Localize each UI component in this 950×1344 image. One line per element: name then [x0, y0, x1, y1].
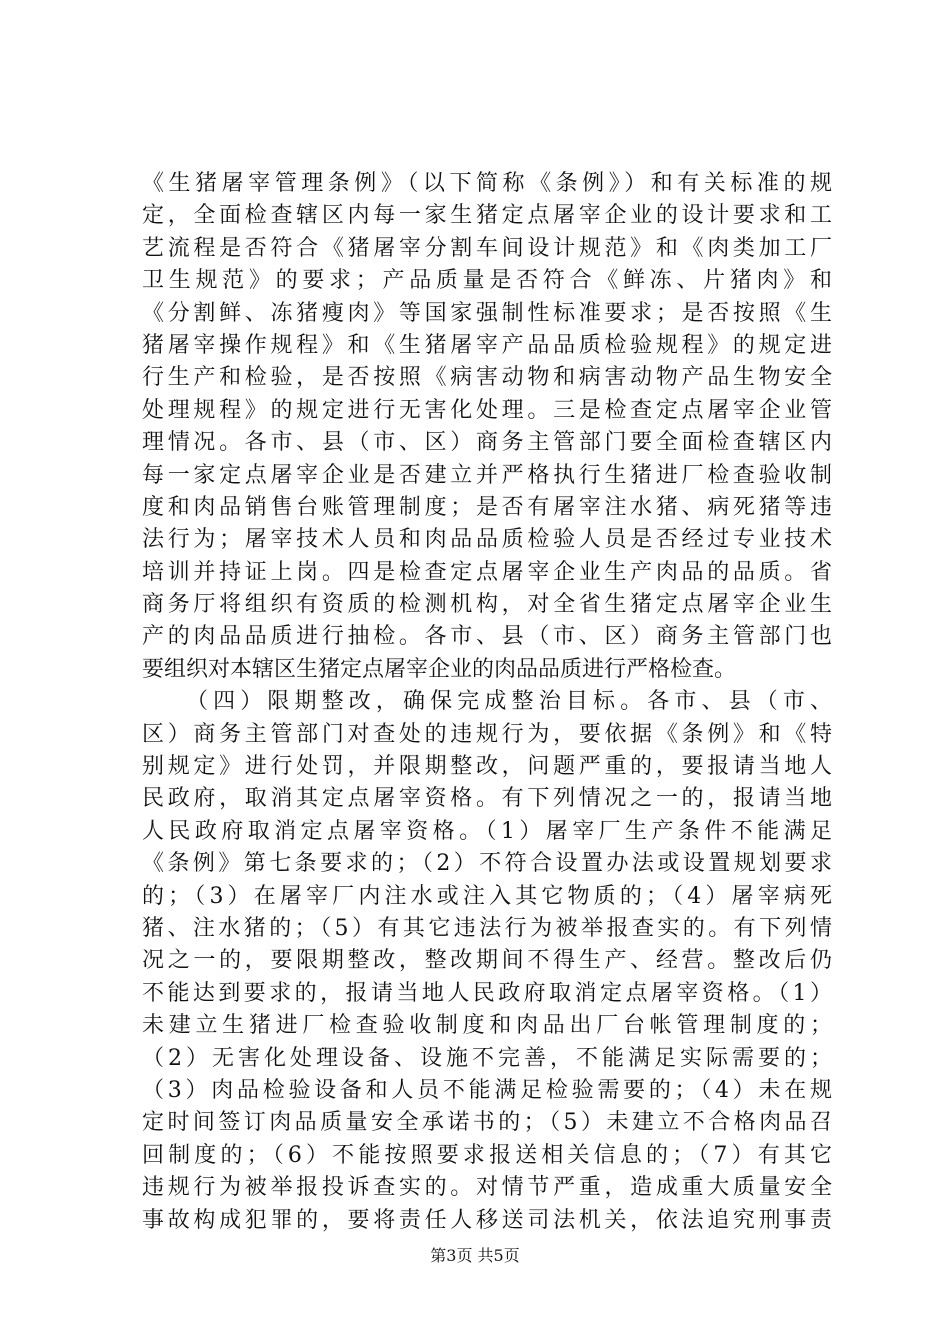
text-line: 不能达到要求的，报请当地人民政府取消定点屠宰资格。（1） [142, 980, 832, 1006]
text-line: 《条例》第七条要求的；（2）不符合设置办法或设置规划要求 [142, 851, 832, 877]
text-line: 卫生规范》的要求；产品质量是否符合《鲜冻、片猪肉》和 [142, 268, 832, 294]
text-line: 事故构成犯罪的，要将责任人移送司法机关，依法追究刑事责 [142, 1207, 832, 1233]
text-line: （2）无害化处理设备、设施不完善，不能满足实际需要的； [142, 1045, 832, 1071]
text-line: 违规行为被举报投诉查实的。对情节严重，造成重大质量安全 [142, 1175, 832, 1201]
text-line: 处理规程》的规定进行无害化处理。三是检查定点屠宰企业管 [142, 397, 832, 423]
text-line: 每一家定点屠宰企业是否建立并严格执行生猪进厂检查验收制 [142, 462, 832, 488]
text-line: 要组织对本辖区生猪定点屠宰企业的肉品品质进行严格检查。 [142, 656, 737, 682]
text-line: 理情况。各市、县（市、区）商务主管部门要全面检查辖区内 [142, 430, 832, 456]
text-line: 况之一的，要限期整改，整改期间不得生产、经营。整改后仍 [142, 948, 832, 974]
text-line: 《生猪屠宰管理条例》（以下简称《条例》）和有关标准的规 [142, 171, 832, 196]
text-line: 培训并持证上岗。四是检查定点屠宰企业生产肉品的品质。省 [142, 559, 832, 585]
text-line: 的；（3）在屠宰厂内注水或注入其它物质的；（4）屠宰病死 [142, 883, 832, 909]
text-line: 人民政府取消定点屠宰资格。（1）屠宰厂生产条件不能满足 [142, 818, 832, 844]
text-line: 猪屠宰操作规程》和《生猪屠宰产品品质检验规程》的规定进 [142, 332, 832, 358]
text-line: 定，全面检查辖区内每一家生猪定点屠宰企业的设计要求和工 [142, 203, 832, 229]
body-text [142, 168, 832, 1237]
text-line: 《分割鲜、冻猪瘦肉》等国家强制性标准要求；是否按照《生 [142, 300, 832, 326]
page-number-footer: 第3页 共5页 [430, 1246, 520, 1265]
text-line: 度和肉品销售台账管理制度；是否有屠宰注水猪、病死猪等违 [142, 494, 832, 520]
text-line: 猪、注水猪的；（5）有其它违法行为被举报查实的。有下列情 [142, 915, 832, 941]
text-line: （3）肉品检验设备和人员不能满足检验需要的；（4）未在规 [142, 1077, 832, 1103]
text-line: 区）商务主管部门对查处的违规行为，要依据《条例》和《特 [142, 721, 832, 747]
text-line: 行生产和检验，是否按照《病害动物和病害动物产品生物安全 [142, 365, 832, 391]
text-line: 民政府，取消其定点屠宰资格。有下列情况之一的，报请当地 [142, 786, 832, 812]
text-line: 未建立生猪进厂检查验收制度和肉品出厂台帐管理制度的； [142, 1013, 832, 1039]
text-line: 商务厅将组织有资质的检测机构，对全省生猪定点屠宰企业生 [142, 592, 832, 618]
text-line: 定时间签订肉品质量安全承诺书的；（5）未建立不合格肉品召 [142, 1110, 832, 1136]
text-line: 回制度的；（6）不能按照要求报送相关信息的；（7）有其它 [142, 1142, 832, 1168]
text-line: 艺流程是否符合《猪屠宰分割车间设计规范》和《肉类加工厂 [142, 235, 832, 261]
text-line: 法行为；屠宰技术人员和肉品品质检验人员是否经过专业技术 [142, 527, 832, 553]
text-line-indented: （四）限期整改，确保完成整治目标。各市、县（市、 [186, 689, 832, 715]
text-line: 别规定》进行处罚，并限期整改，问题严重的，要报请当地人 [142, 754, 832, 780]
text-line: 产的肉品品质进行抽检。各市、县（市、区）商务主管部门也 [142, 624, 832, 650]
